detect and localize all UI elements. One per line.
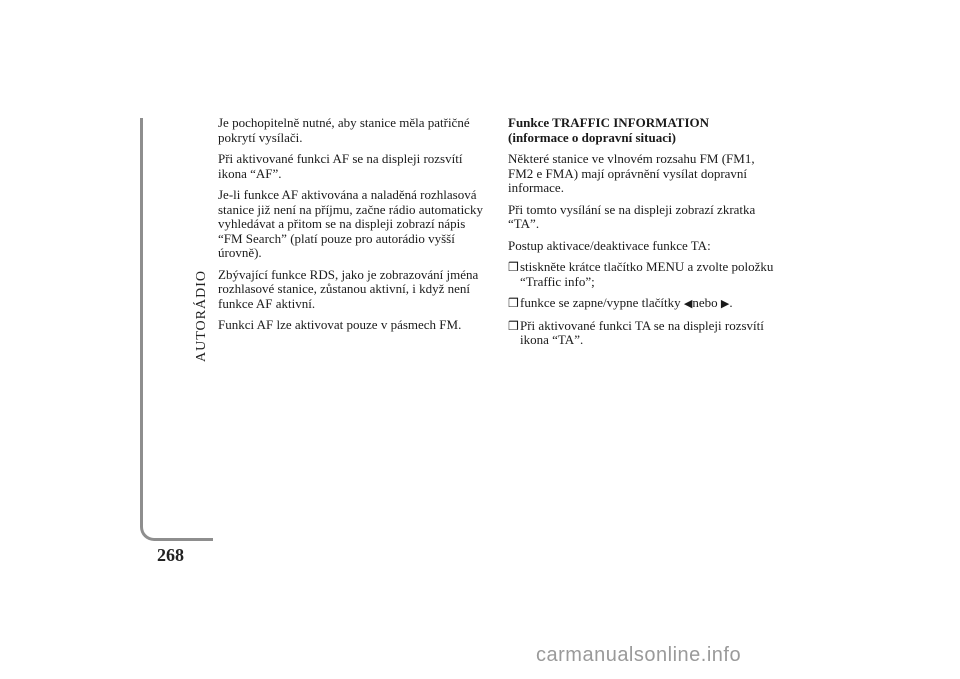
- section-subheading: (informace o dopravní situaci): [508, 129, 676, 145]
- bullet-text: Při aktivované funkci TA se na displeji rozsvítí ikona “TA”.: [520, 317, 764, 347]
- checkbox-bullet-icon: ❒: [508, 260, 519, 274]
- bullet-item: [508, 260, 783, 289]
- paragraph: Funkci AF lze aktivovat pouze v pásmech FM.: [218, 317, 462, 332]
- right-column: [508, 116, 783, 355]
- bullet-text: [520, 296, 783, 312]
- bullet-item: [508, 296, 783, 312]
- right-arrow-icon: ▶: [720, 298, 730, 310]
- page-number: 268: [157, 545, 184, 565]
- checkbox-bullet-icon: ❒: [508, 318, 519, 333]
- checkbox-bullet-icon: ❒: [508, 296, 519, 310]
- paragraph: Některé stanice ve vlnovém rozsahu FM (FM1, FM2 e FMA) mají oprávnění vysílat dopravní informace.: [508, 151, 755, 195]
- watermark: carmanualsonline.info: [536, 644, 742, 666]
- paragraph: Zbývající funkce RDS, jako je zobrazování jména rozhlasové stanice, zůstanou aktivní, i když není funkce AF aktivní.: [218, 266, 479, 311]
- bullet-text-part: nebo: [692, 295, 718, 310]
- section-heading: Funkce TRAFFIC INFORMATION: [508, 115, 710, 130]
- paragraph: Postup aktivace/deaktivace funkce TA:: [508, 237, 711, 253]
- left-arrow-icon: ◀: [683, 298, 693, 310]
- bullet-text-part: .: [729, 295, 733, 310]
- bullet-text: stiskněte krátce tlačítko MENU a zvolte položku “Traffic info”;: [520, 259, 774, 289]
- left-column: [218, 116, 490, 340]
- paragraph: Je pochopitelně nutné, aby stanice měla patřičné pokrytí vysílači.: [218, 115, 470, 145]
- paragraph: Při tomto vysílání se na displeji zobrazí zkratka “TA”.: [508, 201, 756, 231]
- bullet-text-part: funkce se zapne/vypne tlačítky: [520, 295, 681, 310]
- paragraph: Při aktivované funkci AF se na displeji rozsvítí ikona “AF”.: [218, 151, 463, 181]
- section-tab: AUTORÁDIO: [194, 270, 209, 362]
- paragraph: Je-li funkce AF aktivována a naladěná rozhlasová stanice již není na příjmu, začne rádio automaticky vyhledávat a přitom se na displeji zobrazí nápis “FM Search” (platí pouze pro autorádio vyšší úrovně).: [218, 187, 483, 260]
- bullet-item: [508, 319, 783, 348]
